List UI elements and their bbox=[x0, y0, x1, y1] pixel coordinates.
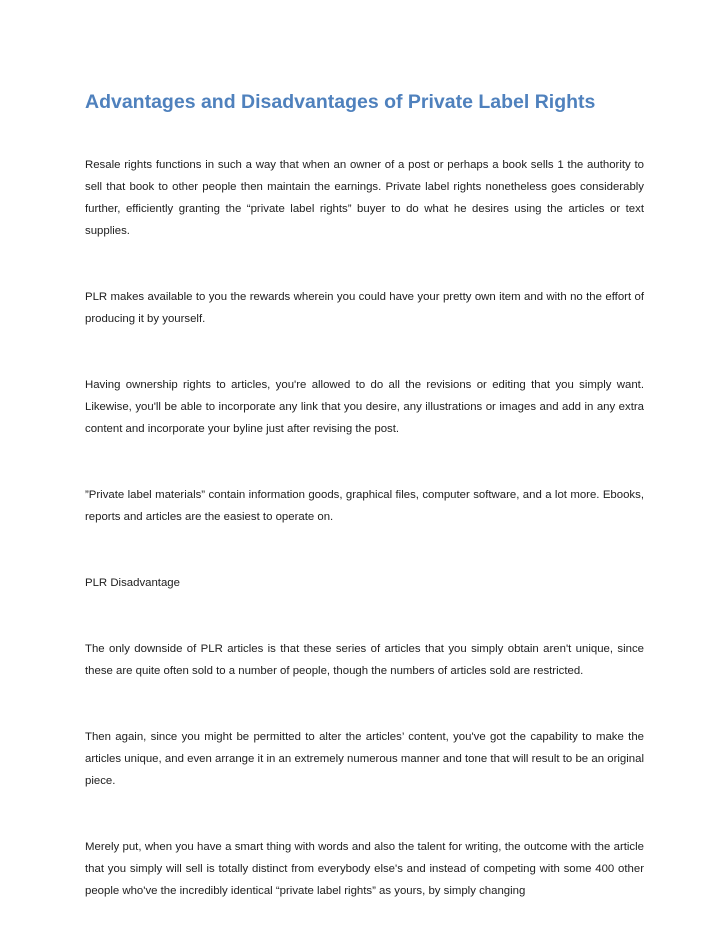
section-heading-plr-disadvantage: PLR Disadvantage bbox=[85, 577, 180, 589]
paragraph-ownership-rights: Having ownership rights to articles, you're allowed to do all the revisions or editing that you simply want. Likewise, you'll be able to incorporate any link that you desire, any illustrations or images and add in any extra content and incorporate your byline just after revising the post. bbox=[85, 379, 644, 435]
document-title: Advantages and Disadvantages of Private Label Rights bbox=[85, 91, 596, 113]
paragraph-downside: The only downside of PLR articles is that these series of articles that you simply obtain aren't unique, since these are quite often sold to a number of people, though the numbers of articles sold are restricted. bbox=[85, 643, 644, 677]
document-body bbox=[85, 88, 644, 902]
paragraph-plr-rewards: PLR makes available to you the rewards wherein you could have your pretty own item and with no the effort of producing it by yourself. bbox=[85, 291, 644, 325]
paragraph-writing-talent: Merely put, when you have a smart thing with words and also the talent for writing, the outcome with the article that you simply will sell is totally distinct from everybody else's and instead of competing with some 400 other people who've the incredibly identical “private label rights” as yours, by simply changing bbox=[85, 841, 644, 897]
paragraph-alter-content: Then again, since you might be permitted to alter the articles’ content, you've got the capability to make the articles unique, and even arrange it in an extremely numerous manner and tone that will result to be an original piece. bbox=[85, 731, 644, 787]
paragraph-private-label-materials: ”Private label materials” contain information goods, graphical files, computer software, and a lot more. Ebooks, reports and articles are the easiest to operate on. bbox=[85, 489, 644, 523]
paragraph-resale-rights: Resale rights functions in such a way that when an owner of a post or perhaps a book sells 1 the authority to sell that book to other people then maintain the earnings. Private label rights nonetheless goes considerably further, efficiently granting the “private label rights” buyer to do what he desires using the articles or text supplies. bbox=[85, 159, 644, 237]
